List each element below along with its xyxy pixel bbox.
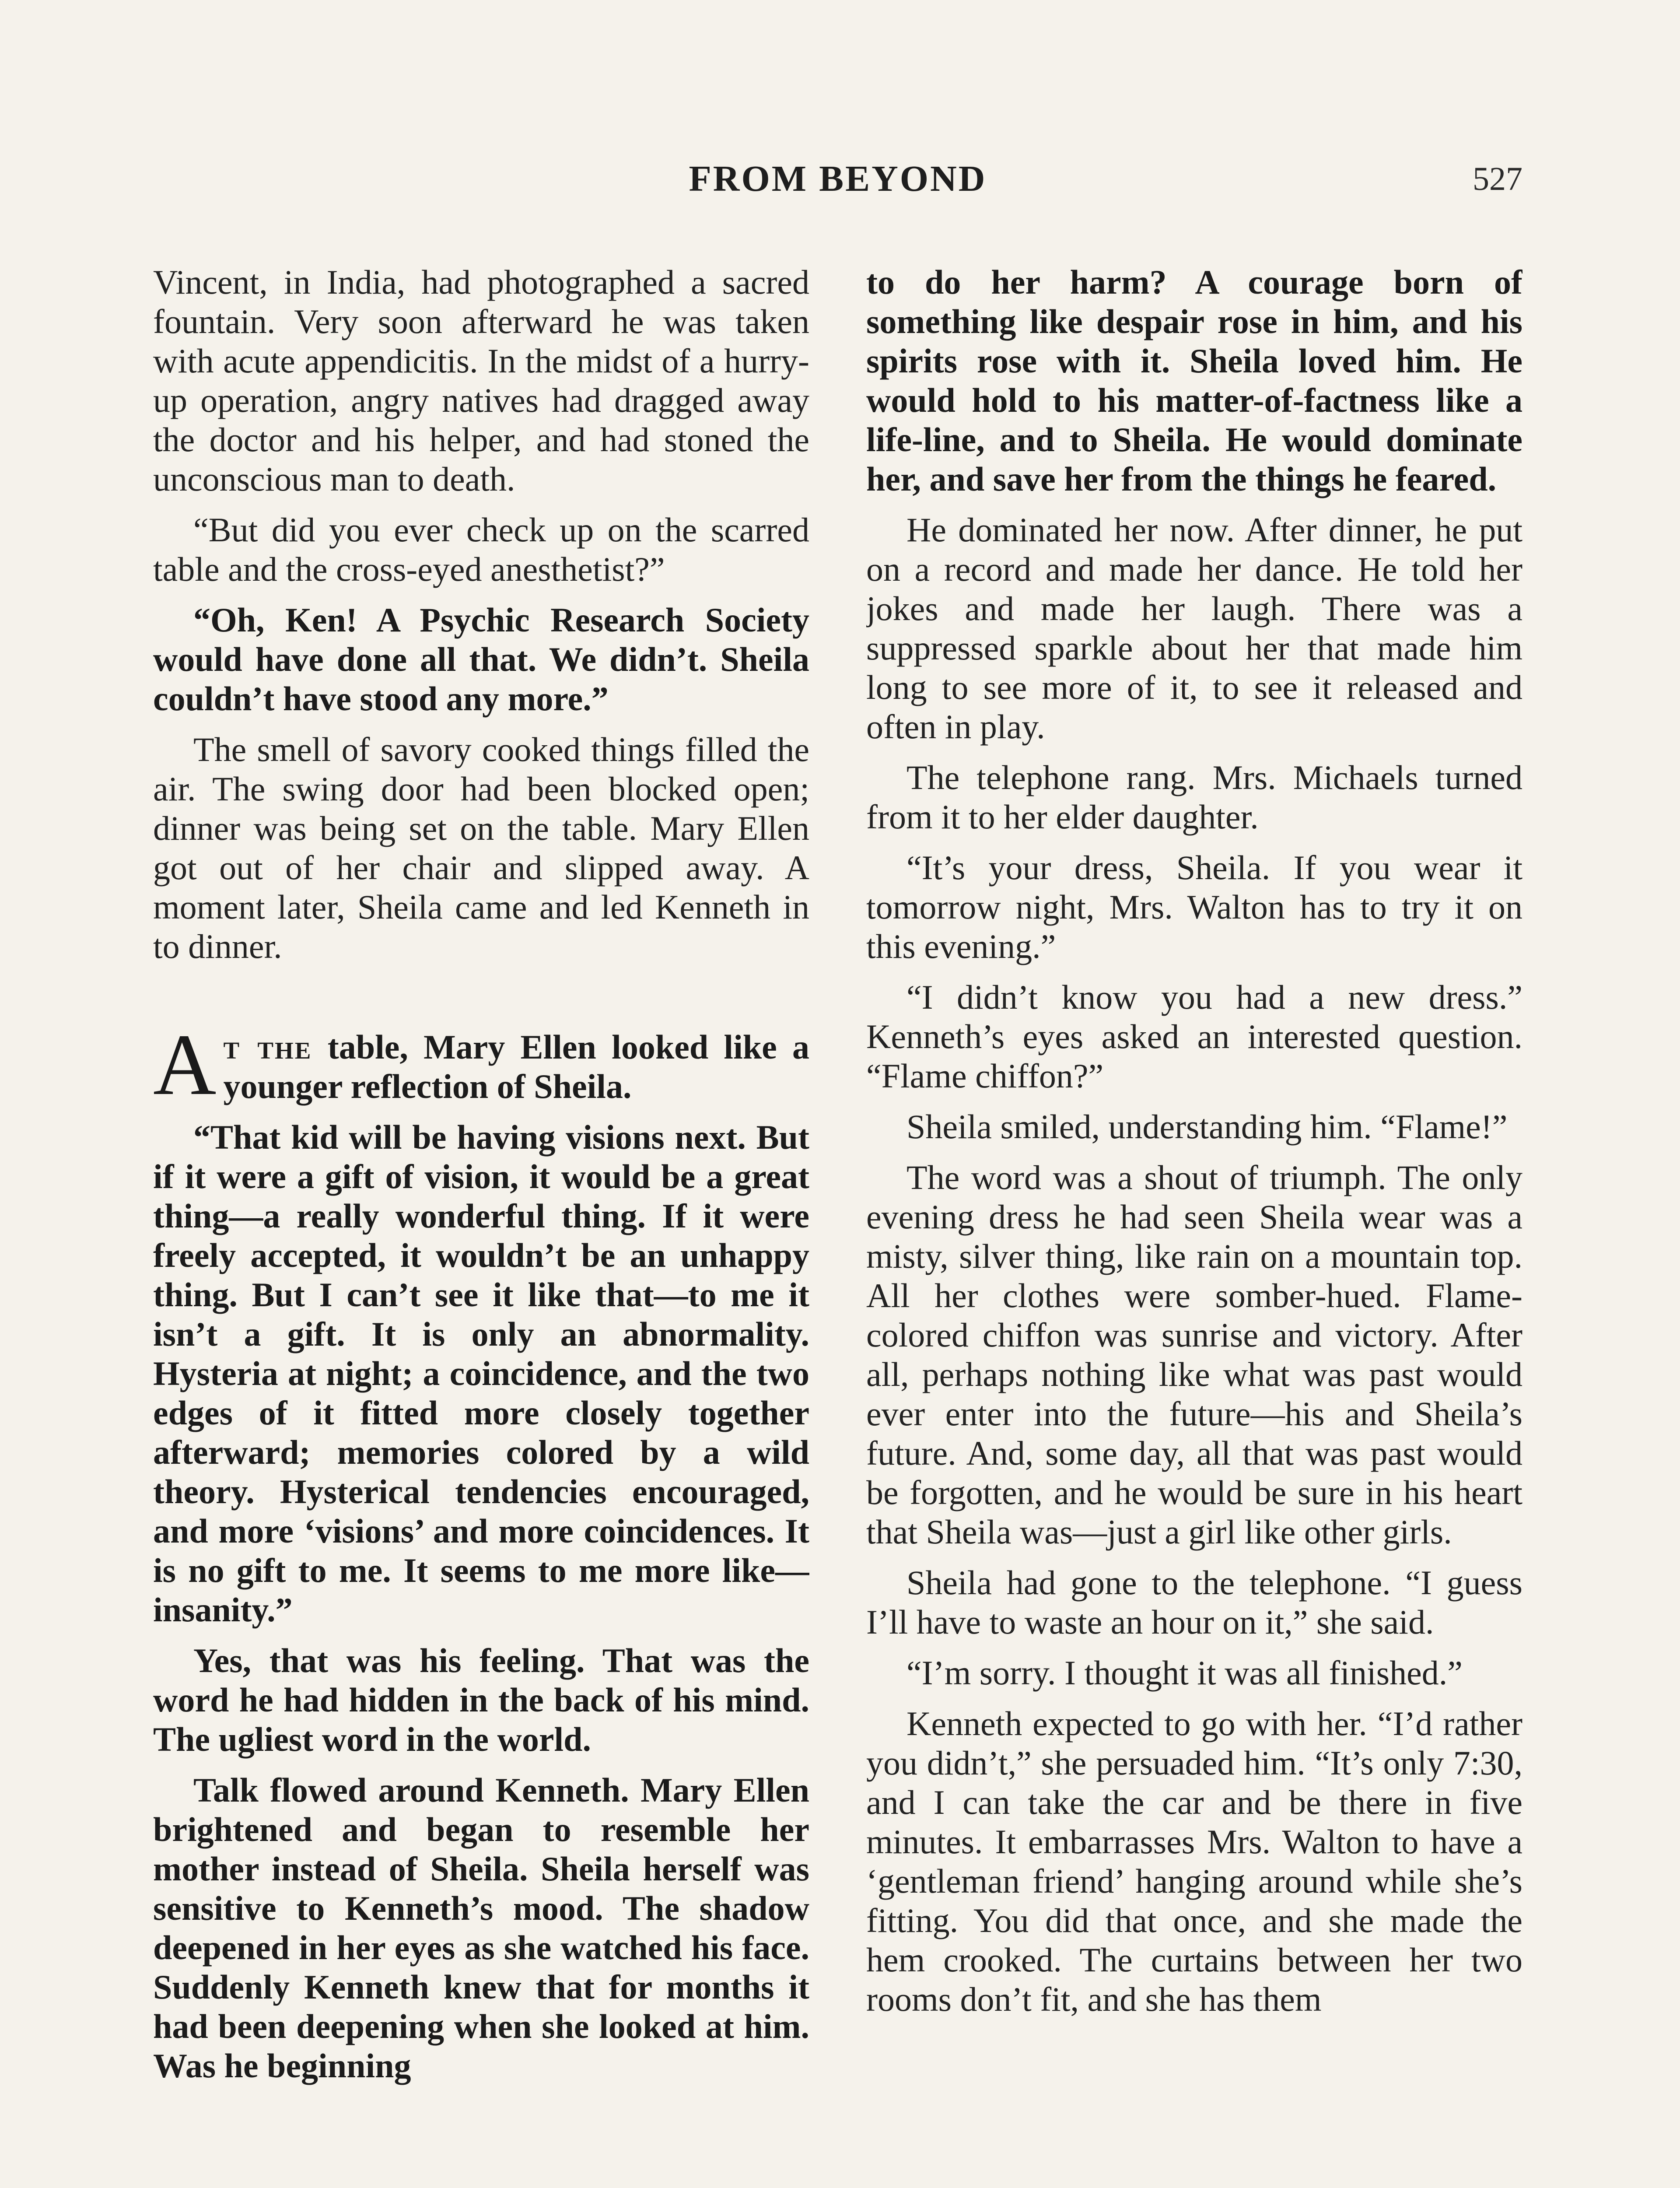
paragraph: He dominated her now. After dinner, he put on a record and made her dance. He told her jokes and made her laugh. There was a suppressed sparkle about her that made him long to see more of it, to see it released and often in play. [866, 511, 1522, 746]
left-column [153, 263, 809, 2188]
paragraph: Vincent, in India, had photographed a sacred fountain. Very soon afterward he was taken with acute appendicitis. In the midst of a hurry-up operation, angry natives had dragged away the doctor and his helper, and had stoned the unconscious man to death. [153, 263, 809, 498]
paragraph: “I’m sorry. I thought it was all finished.” [906, 1654, 1463, 1692]
paragraph-text: table, Mary Ellen looked like a younger reflection of Sheila. [223, 1028, 809, 1105]
running-head [153, 158, 1522, 210]
right-column [866, 263, 1522, 2188]
paragraph: “I didn’t know you had a new dress.” Kenneth’s eyes asked an interested question. “Flame chiffon?” [866, 978, 1522, 1095]
paragraph: Yes, that was his feeling. That was the word he had hidden in the back of his mind. The ugliest word in the world. [153, 1641, 809, 1758]
section-opening-paragraph [153, 1017, 809, 1113]
drop-cap: A [153, 1017, 217, 1113]
paragraph: Sheila had gone to the telephone. “I guess I’ll have to waste an hour on it,” she said. [866, 1564, 1522, 1641]
paragraph: “It’s your dress, Sheila. If you wear it tomorrow night, Mrs. Walton has to try it on this evening.” [866, 849, 1522, 965]
paragraph: The word was a shout of triumph. The only evening dress he had seen Sheila wear was a misty, silver thing, like rain on a mountain top. All her clothes were somber-hued. Flame-colored chiffon was sunrise and victory. After all, perhaps nothing like what was past would ever enter into the future—his and Sheila’s future. And, some day, all that was past would be forgotten, and he would be sure in his heart that Sheila was—just a girl like other girls. [866, 1158, 1522, 1551]
paragraph: The smell of savory cooked things filled the air. The swing door had been blocked open; dinner was being set on the table. Mary Ellen got out of her chair and slipped away. A moment later, Sheila came and led Kenneth in to dinner. [153, 730, 809, 965]
paragraph: to do her harm? A courage born of something like despair rose in him, and his spirits rose with it. Sheila loved him. He would hold to his matter-of-factness like a life-line, and to Sheila. He would dominate her, and save her from the things he feared. [866, 263, 1522, 498]
running-title: FROM BEYOND [689, 158, 987, 199]
paragraph: “Oh, Ken! A Psychic Research Society would have done all that. We didn’t. Sheila couldn’t have stood any more.” [153, 601, 809, 718]
paragraph: The telephone rang. Mrs. Michaels turned from it to her elder daughter. [866, 758, 1522, 836]
paragraph: “But did you ever check up on the scarred table and the cross-eyed anesthetist?” [153, 511, 809, 588]
text-columns [153, 263, 1522, 2188]
paragraph: Talk flowed around Kenneth. Mary Ellen brightened and began to resemble her mother instead of Sheila. Sheila herself was sensitive to Kenneth’s mood. The shadow deepened in her eyes as she watched his face. Suddenly Kenneth knew that for months it had been deepening when she looked at him. Was he beginning [153, 1771, 809, 2085]
paragraph: Kenneth expected to go with her. “I’d rather you didn’t,” she persuaded him. “It’s only 7:30, and I can take the car and be there in five minutes. It embarrasses Mrs. Walton to have a ‘gentleman friend’ hanging around while she’s fitting. You did that once, and she made the hem crooked. The curtains between her two rooms don’t fit, and she has them [866, 1704, 1522, 2018]
paragraph: Sheila smiled, understanding him. “Flame!” [906, 1108, 1508, 1146]
small-caps-lead: t the [223, 1028, 312, 1066]
page-number: 527 [1473, 161, 1522, 197]
paragraph: “That kid will be having visions next. But if it were a gift of vision, it would be a great thing—a really wonderful thing. If it were freely accepted, it wouldn’t be an unhappy thing. But I can’t see it like that—to me it isn’t a gift. It is only an abnormality. Hysteria at night; a coincidence, and the two edges of it fitted more closely together afterward; memories colored by a wild theory. Hysterical tendencies encouraged, and more ‘visions’ and more coincidences. It is no gift to me. It seems to me more like—insanity.” [153, 1118, 809, 1629]
